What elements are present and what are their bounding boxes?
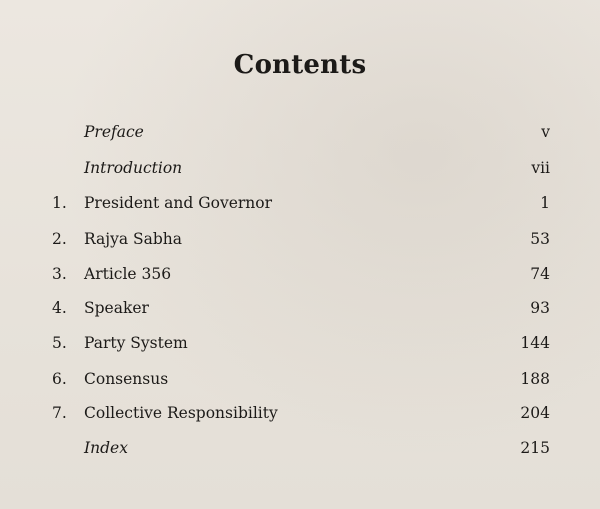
entry-number: 7.: [52, 404, 67, 422]
entry-page-number: 1: [540, 194, 550, 212]
entry-number: 6.: [52, 370, 67, 388]
entry-page-number: v: [541, 123, 550, 141]
entry-title: Article 356: [84, 265, 172, 283]
toc-entry-chapter-5: [0, 331, 600, 355]
entry-page-number: 93: [530, 299, 550, 317]
entry-number: 1.: [52, 194, 67, 212]
toc-entry-index: [0, 436, 600, 460]
entry-title: President and Governor: [84, 194, 273, 212]
entry-title: Index: [84, 439, 128, 457]
toc-entry-introduction: [0, 156, 600, 180]
entry-page-number: 144: [520, 334, 550, 352]
entry-page-number: 53: [530, 230, 550, 248]
entry-page-number: vii: [531, 159, 550, 177]
entry-title: Rajya Sabha: [84, 230, 183, 248]
entry-number: 5.: [52, 334, 67, 352]
entry-page-number: 215: [520, 439, 550, 457]
entry-number: 4.: [52, 299, 67, 317]
toc-entry-chapter-3: [0, 262, 600, 286]
toc-entry-chapter-4: [0, 296, 600, 320]
toc-entry-preface: [0, 120, 600, 144]
entry-title: Collective Responsibility: [84, 404, 278, 422]
entry-title: Introduction: [84, 159, 183, 177]
entry-title: Speaker: [84, 299, 149, 317]
entry-page-number: 188: [520, 370, 550, 388]
entry-title: Party System: [84, 334, 188, 352]
toc-entry-chapter-7: [0, 401, 600, 425]
page-title: Contents: [233, 50, 367, 80]
toc-entry-chapter-2: [0, 227, 600, 251]
entry-title: Preface: [84, 123, 144, 141]
entry-title: Consensus: [84, 370, 169, 388]
entry-number: 3.: [52, 265, 67, 283]
entry-page-number: 204: [520, 404, 550, 422]
toc-entry-chapter-1: [0, 191, 600, 215]
toc-entry-chapter-6: [0, 367, 600, 391]
entry-number: 2.: [52, 230, 67, 248]
entry-page-number: 74: [530, 265, 550, 283]
